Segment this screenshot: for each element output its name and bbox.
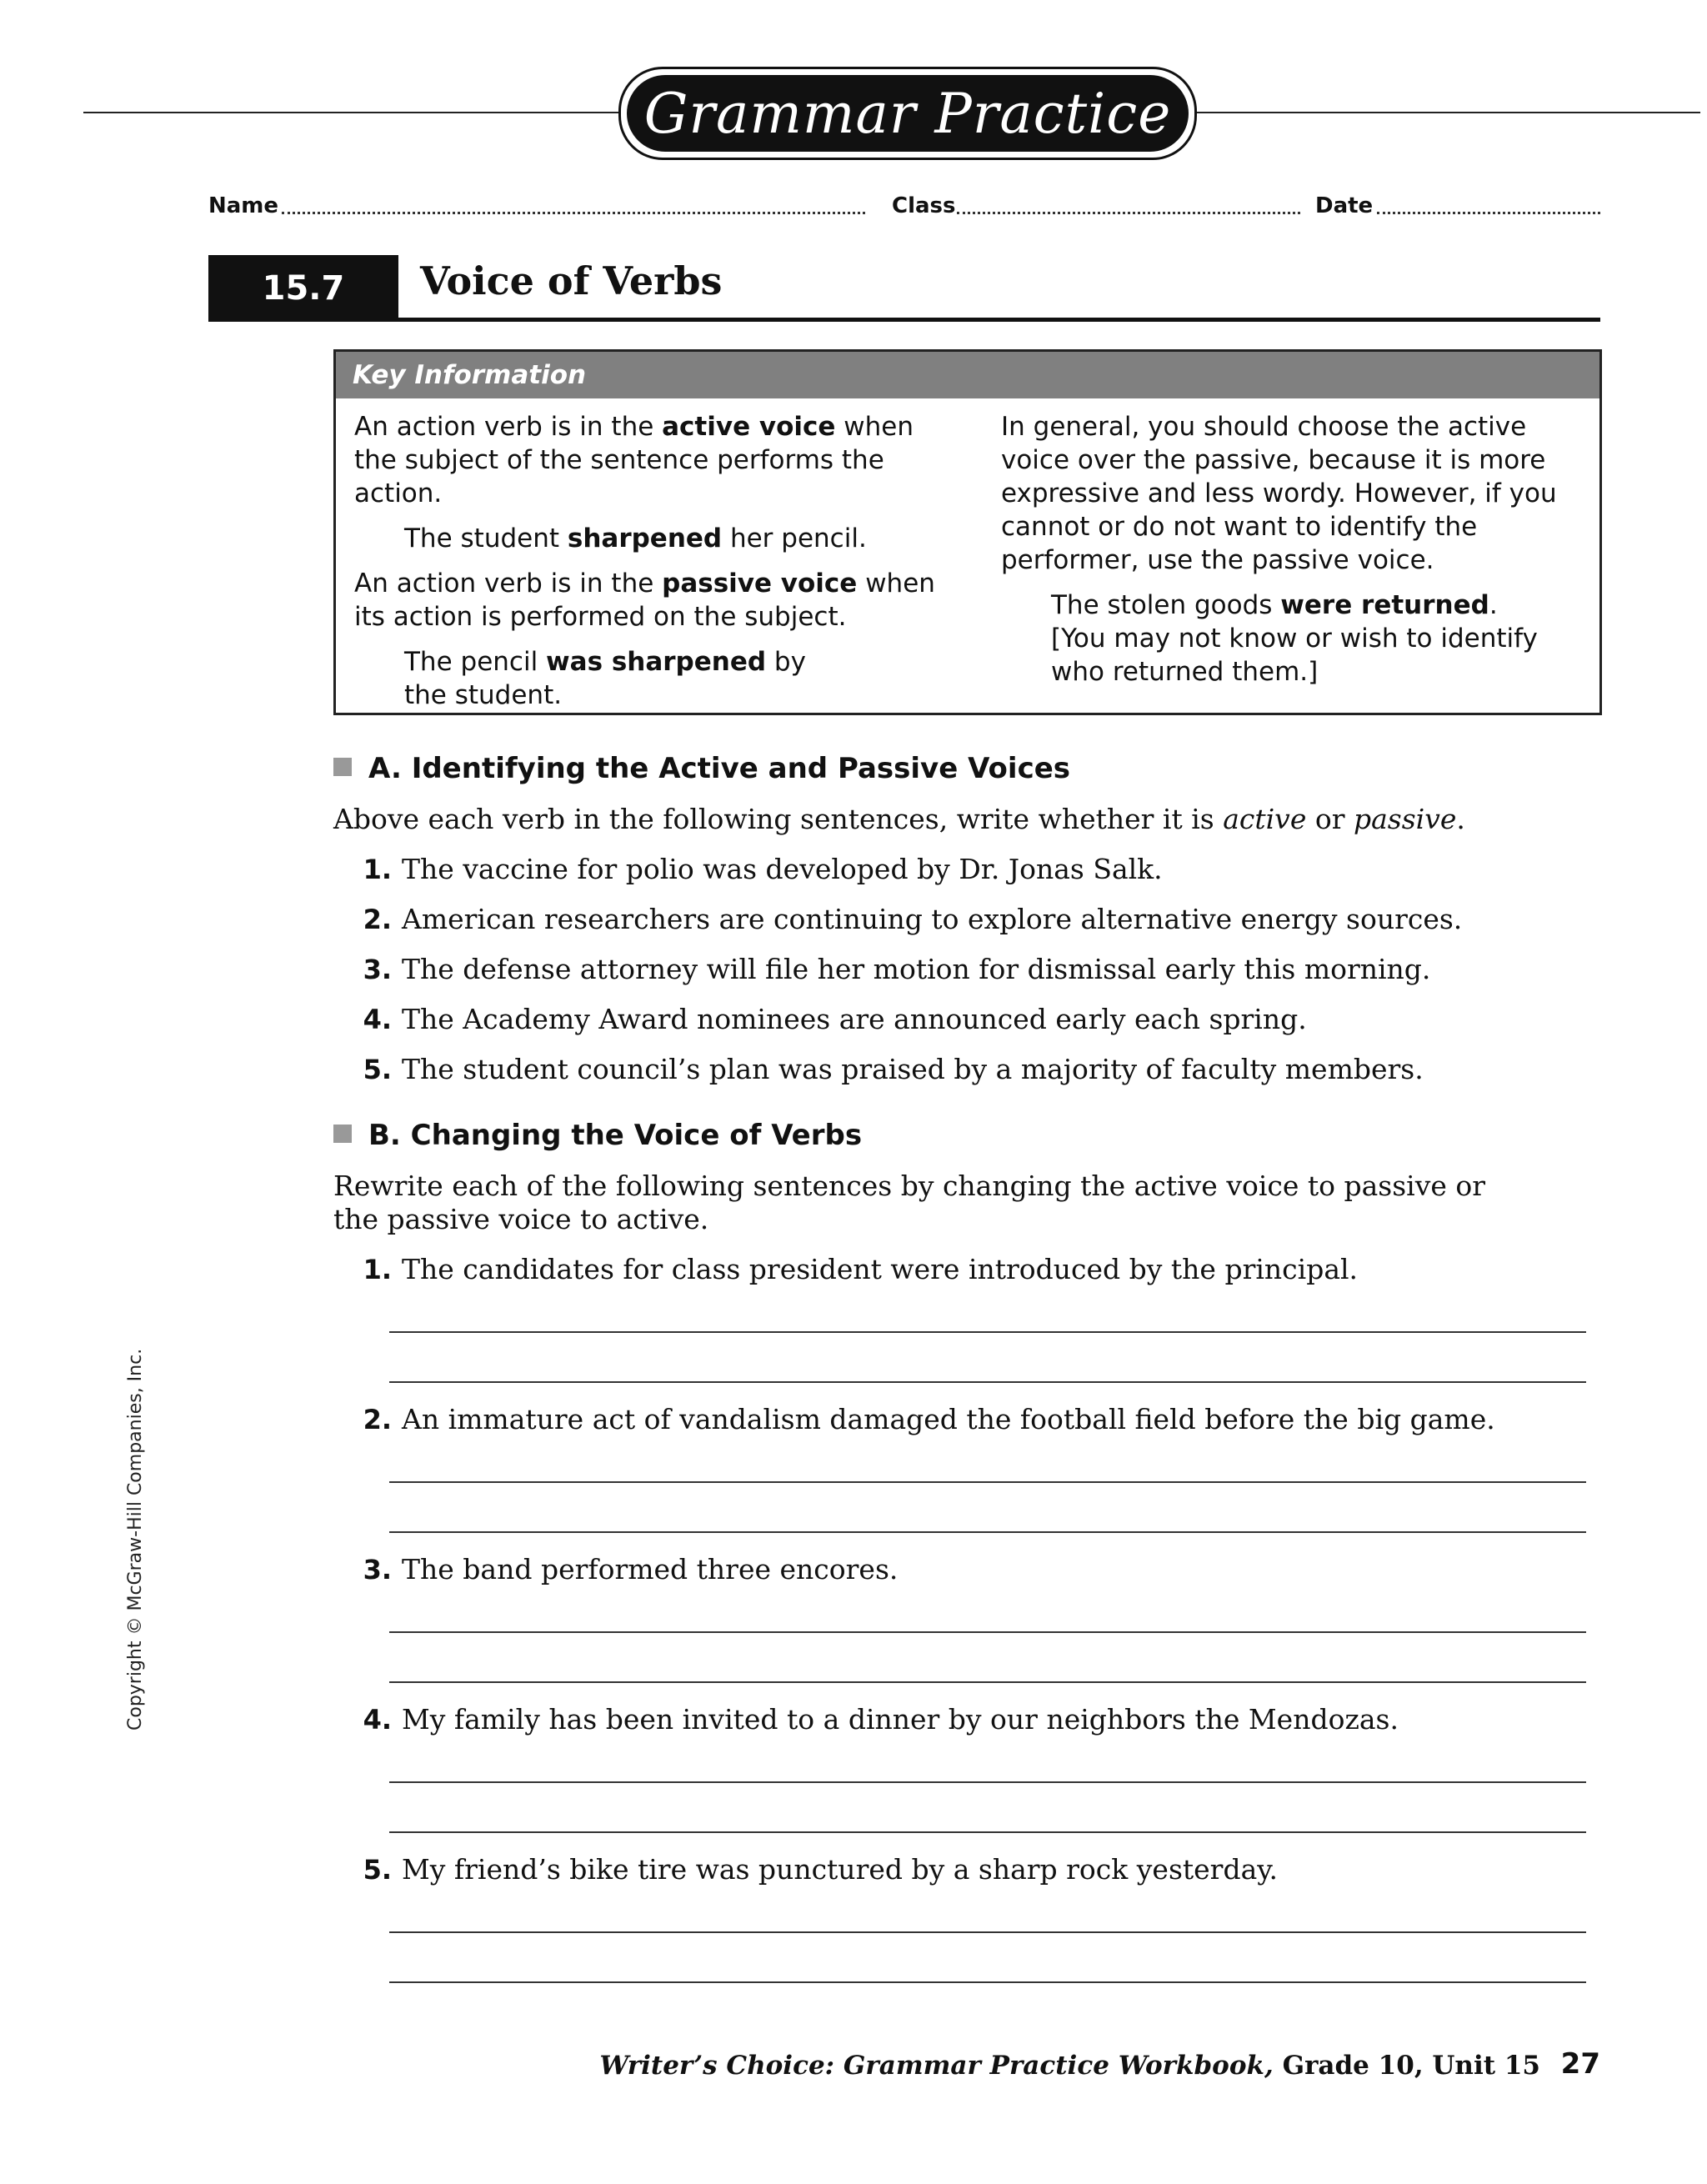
usage-guideline: In general, you should choose the active voice over the passive, because it is more expressive and less wordy. However, if you cannot or do not want to identify the performer, use the passive voice. <box>1001 412 1557 575</box>
part-a-item-1[interactable]: 1. The vaccine for polio was developed by Dr. Jonas Salk. <box>363 853 1163 885</box>
name-label: Name <box>208 193 279 218</box>
answer-line[interactable] <box>389 1981 1586 1983</box>
key-info-right-column <box>1001 410 1576 700</box>
copyright-notice: Copyright © McGraw-Hill Companies, Inc. <box>125 1348 146 1731</box>
page-number: 27 <box>1560 2047 1600 2081</box>
section-rule <box>398 318 1600 322</box>
name-field[interactable] <box>282 212 865 214</box>
active-voice-example: The student sharpened her pencil. <box>404 523 867 554</box>
banner <box>618 67 1197 160</box>
banner-title: Grammar Practice <box>627 75 1189 152</box>
part-a-instructions: Above each verb in the following sentences, write whether it is active or passive. <box>333 803 1465 835</box>
answer-line[interactable] <box>389 1631 1586 1633</box>
part-b-heading: B. Changing the Voice of Verbs <box>333 1119 862 1152</box>
section-number: 15.7 <box>208 255 398 322</box>
name-class-date-row <box>208 193 1600 223</box>
section-title: Voice of Verbs <box>420 258 723 303</box>
answer-line[interactable] <box>389 1531 1586 1533</box>
answer-line[interactable] <box>389 1331 1586 1333</box>
part-b-item-3: 3. The band performed three encores. <box>363 1553 899 1585</box>
part-b-item-4: 4. My family has been invited to a dinner by our neighbors the Mendozas. <box>363 1703 1399 1736</box>
answer-line[interactable] <box>389 1831 1586 1833</box>
date-field[interactable] <box>1377 212 1600 214</box>
class-field[interactable] <box>957 212 1300 214</box>
key-information-box <box>333 349 1602 715</box>
part-b-item-1: 1. The candidates for class president were introduced by the principal. <box>363 1253 1359 1285</box>
part-a-item-2[interactable]: 2. American researchers are continuing to explore alternative energy sources. <box>363 903 1463 935</box>
part-b-item-5: 5. My friend’s bike tire was punctured by a sharp rock yesterday. <box>363 1853 1278 1886</box>
answer-line[interactable] <box>389 1931 1586 1933</box>
answer-line[interactable] <box>389 1481 1586 1483</box>
answer-line[interactable] <box>389 1381 1586 1383</box>
date-label: Date <box>1315 193 1374 218</box>
usage-example-note: [You may not know or wish to identify who returned them.] <box>1051 624 1538 687</box>
passive-voice-example: The pencil was sharpened by the student. <box>404 647 806 710</box>
passive-voice-definition: An action verb is in the passive voice when its action is performed on the subject. <box>354 569 935 632</box>
answer-line[interactable] <box>389 1781 1586 1783</box>
footer-book-title: Writer’s Choice: Grammar Practice Workbook, Grade 10, Unit 15 <box>599 2051 1540 2081</box>
part-b-item-2: 2. An immature act of vandalism damaged the football field before the big game. <box>363 1403 1495 1435</box>
key-info-left-column <box>354 410 954 724</box>
part-a-item-4[interactable]: 4. The Academy Award nominees are announced early each spring. <box>363 1003 1307 1035</box>
part-a-heading: A. Identifying the Active and Passive Voices <box>333 752 1070 785</box>
part-a-item-3[interactable]: 3. The defense attorney will file her motion for dismissal early this morning. <box>363 953 1431 985</box>
part-a-item-5[interactable]: 5. The student council’s plan was praised by a majority of faculty members. <box>363 1053 1424 1085</box>
usage-example: The stolen goods were returned. <box>1051 590 1498 620</box>
active-voice-definition: An action verb is in the active voice when the subject of the sentence performs the action. <box>354 412 914 508</box>
class-label: Class <box>892 193 956 218</box>
part-b-instructions: Rewrite each of the following sentences by changing the active voice to passive or the passive voice to active. <box>333 1170 1486 1235</box>
key-information-heading: Key Information <box>336 352 1599 398</box>
answer-line[interactable] <box>389 1681 1586 1683</box>
square-bullet-icon <box>333 758 352 776</box>
square-bullet-icon <box>333 1125 352 1143</box>
